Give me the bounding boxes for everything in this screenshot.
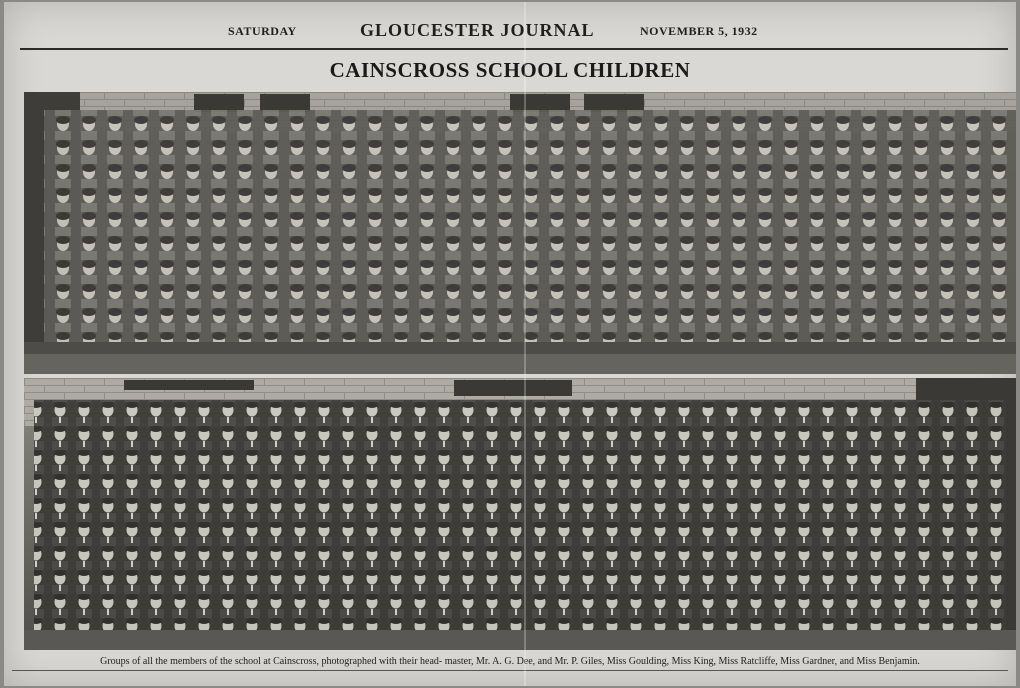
newspaper-name: GLOUCESTER JOURNAL <box>360 20 595 40</box>
masthead <box>4 18 1016 48</box>
masthead-date: NOVEMBER 5, 1932 <box>640 24 758 38</box>
masthead-rule <box>20 48 1008 50</box>
masthead-day: SATURDAY <box>228 24 297 38</box>
article-headline: CAINSCROSS SCHOOL CHILDREN <box>329 58 691 82</box>
group-photo-bottom <box>24 378 1016 650</box>
caption-rule <box>12 670 1008 671</box>
group-photo-top <box>24 92 1016 374</box>
photo-image-bottom <box>24 378 1016 650</box>
page-fold-crease <box>524 2 526 686</box>
newspaper-page <box>4 2 1016 686</box>
photo-caption: Groups of all the members of the school at Cainscross, photographed with their head- master, Mr. A. G. Dee, and Mr. P. Giles, Miss Goulding, Miss King, Miss Ratcliffe, Miss Gardner, and Miss Benjamin. <box>100 656 920 667</box>
photo-image-top <box>24 92 1016 374</box>
